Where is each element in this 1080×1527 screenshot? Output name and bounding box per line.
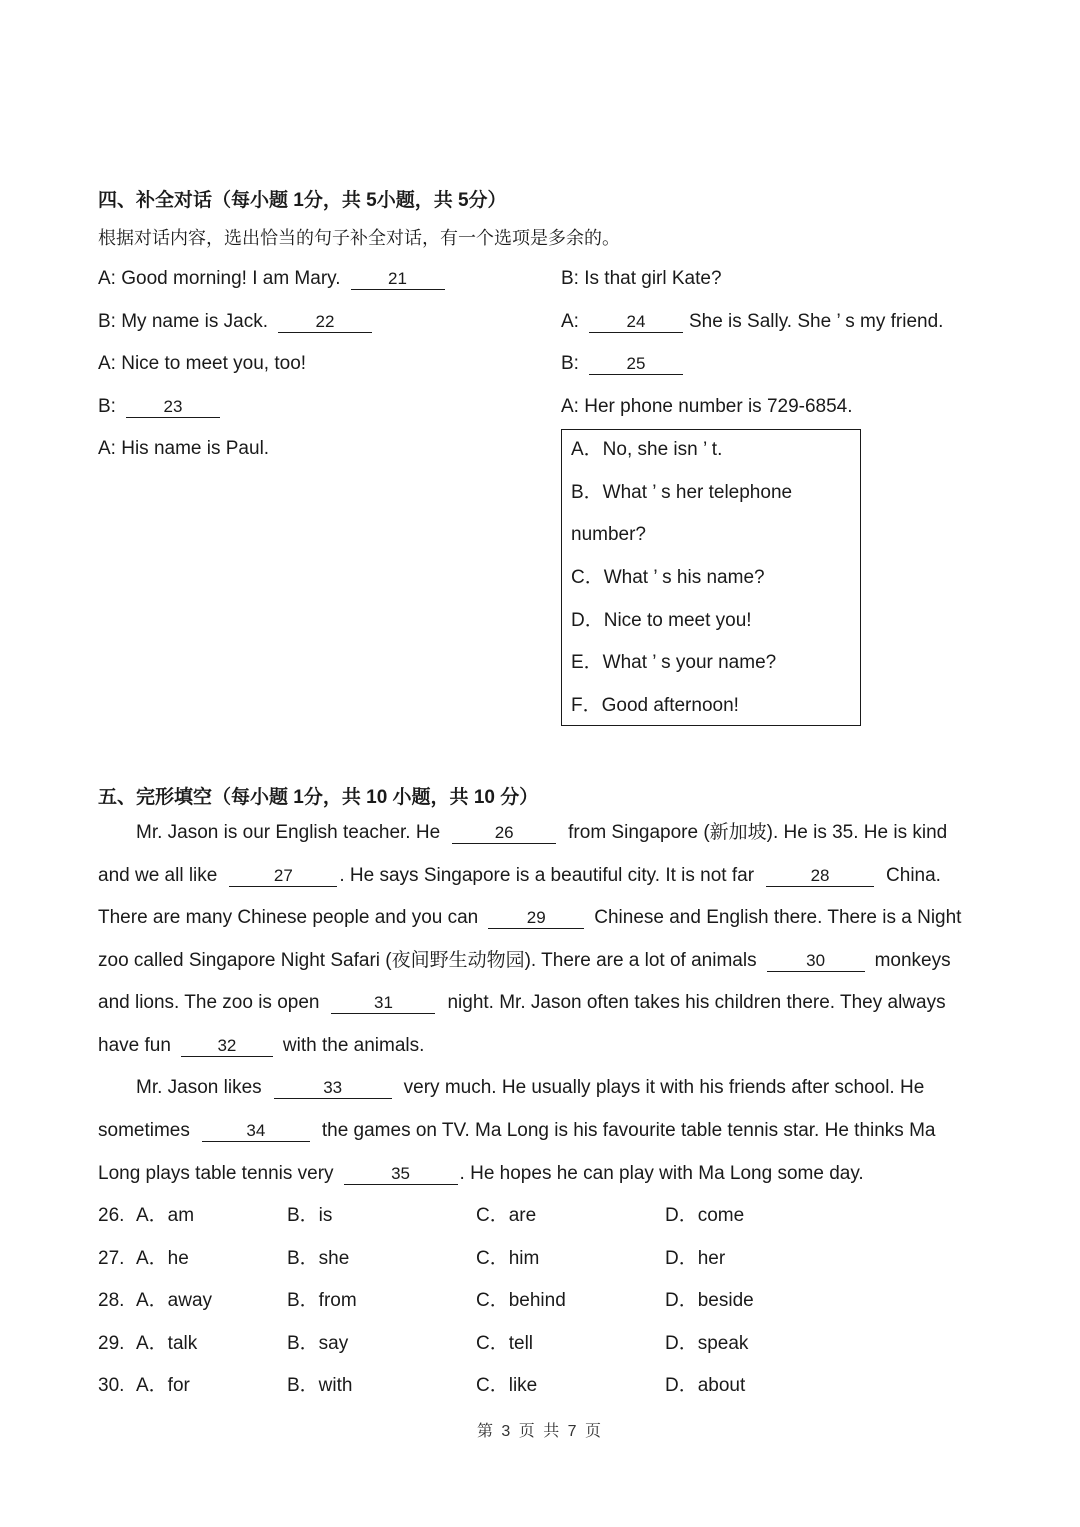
- passage-text: from Singapore (新加坡). He is 35. He is kind: [568, 822, 948, 843]
- passage-text: monkeys: [874, 950, 951, 971]
- passage-text: night. Mr. Jason often takes his children there. They always: [447, 992, 946, 1013]
- option-a: A．No, she isn ’ t.: [571, 439, 723, 460]
- question-number: 29.: [98, 1333, 125, 1354]
- option-f: F．Good afternoon!: [571, 695, 739, 716]
- answer-blank[interactable]: 34: [202, 1121, 310, 1142]
- choice-b[interactable]: B．is: [287, 1205, 333, 1226]
- answer-blank[interactable]: 22: [278, 312, 372, 333]
- passage-line: [136, 1076, 984, 1100]
- dialogue-text: B:: [561, 353, 579, 374]
- options-box: [561, 429, 861, 726]
- dialogue-right-line: [561, 310, 943, 334]
- choice-d[interactable]: D．speak: [665, 1333, 749, 1354]
- dialogue-left-line: [98, 352, 306, 376]
- choice-c[interactable]: C．behind: [476, 1290, 566, 1311]
- passage-text: . He says Singapore is a beautiful city. It is not far: [339, 865, 755, 886]
- passage-line: [98, 1034, 984, 1058]
- dialogue-text: B:: [98, 396, 116, 417]
- choice-b[interactable]: B．with: [287, 1375, 353, 1396]
- passage-text: China.: [886, 865, 941, 886]
- passage-text: and we all like: [98, 865, 218, 886]
- passage-line: [98, 1162, 984, 1186]
- dialogue-left-line: [98, 310, 378, 334]
- question-number: 26.: [98, 1205, 125, 1226]
- answer-blank[interactable]: 32: [181, 1036, 273, 1057]
- choice-a[interactable]: A．away: [136, 1290, 213, 1311]
- choice-c[interactable]: C．tell: [476, 1333, 534, 1354]
- choice-b[interactable]: B．from: [287, 1290, 357, 1311]
- section5-heading: 五、完形填空（每小题 1分，共 10 小题，共 10 分）: [98, 787, 539, 808]
- answer-blank[interactable]: 21: [351, 269, 445, 290]
- section4-instruction: 根据对话内容，选出恰当的句子补全对话，有一个选项是多余的。: [98, 228, 620, 248]
- answer-blank[interactable]: 24: [589, 312, 683, 333]
- dialogue-right-line: [561, 395, 853, 419]
- choice-c[interactable]: C．him: [476, 1248, 540, 1269]
- question-row: [98, 1289, 984, 1313]
- question-number: 28.: [98, 1290, 125, 1311]
- passage-text: very much. He usually plays it with his friends after school. He: [403, 1077, 925, 1098]
- question-row: [98, 1374, 984, 1398]
- answer-blank[interactable]: 27: [229, 866, 337, 887]
- passage-text: Long plays table tennis very: [98, 1163, 334, 1184]
- question-row: [98, 1204, 984, 1228]
- passage-line: [98, 864, 984, 888]
- question-number: 27.: [98, 1248, 125, 1269]
- passage-text: have fun: [98, 1035, 171, 1056]
- passage-text: zoo called Singapore Night Safari (夜间野生动物园). There are a lot of animals: [98, 950, 757, 971]
- choice-b[interactable]: B．say: [287, 1333, 349, 1354]
- passage-text: Mr. Jason is our English teacher. He: [136, 822, 441, 843]
- dialogue-left-line: [98, 395, 226, 419]
- section4-heading: 四、补全对话（每小题 1分，共 5小题，共 5分）: [98, 190, 507, 211]
- passage-line: [98, 1119, 984, 1143]
- answer-blank[interactable]: 25: [589, 354, 683, 375]
- answer-blank[interactable]: 28: [766, 866, 874, 887]
- passage-text: . He hopes he can play with Ma Long some day.: [459, 1163, 864, 1184]
- dialogue-text: B: Is that girl Kate?: [561, 268, 722, 289]
- dialogue-right-line: [561, 267, 722, 291]
- passage-text: with the animals.: [282, 1035, 425, 1056]
- passage-text: Mr. Jason likes: [136, 1077, 262, 1098]
- dialogue-text: A: Good morning! I am Mary.: [98, 268, 341, 289]
- page-footer: 第 3 页 共 7 页: [476, 1423, 604, 1440]
- passage-text: Chinese and English there. There is a Night: [594, 907, 962, 928]
- dialogue-left-line: [98, 437, 269, 461]
- dialogue-text: A: Nice to meet you, too!: [98, 353, 307, 374]
- question-row: [98, 1332, 984, 1356]
- choice-d[interactable]: D．beside: [665, 1290, 754, 1311]
- passage-line: [98, 991, 984, 1015]
- answer-blank[interactable]: 35: [344, 1164, 458, 1185]
- dialogue-left-line: [98, 267, 451, 291]
- choice-d[interactable]: D．her: [665, 1248, 726, 1269]
- dialogue-text: A:: [561, 311, 579, 332]
- passage-text: and lions. The zoo is open: [98, 992, 320, 1013]
- choice-a[interactable]: A．talk: [136, 1333, 198, 1354]
- choice-d[interactable]: D．come: [665, 1205, 745, 1226]
- choice-a[interactable]: A．for: [136, 1375, 190, 1396]
- option-e: E．What ’ s your name?: [571, 652, 777, 673]
- answer-blank[interactable]: 26: [452, 823, 556, 844]
- choice-a[interactable]: A．he: [136, 1248, 189, 1269]
- option-d: D．Nice to meet you!: [571, 610, 752, 631]
- answer-blank[interactable]: 23: [126, 397, 220, 418]
- option-c: C．What ’ s his name?: [571, 567, 765, 588]
- dialogue-text: A: His name is Paul.: [98, 438, 270, 459]
- choice-c[interactable]: C．like: [476, 1375, 538, 1396]
- answer-blank[interactable]: 30: [767, 951, 865, 972]
- passage-text: the games on TV. Ma Long is his favourite table tennis star. He thinks Ma: [321, 1120, 936, 1141]
- choice-c[interactable]: C．are: [476, 1205, 537, 1226]
- question-row: [98, 1247, 984, 1271]
- passage-text: There are many Chinese people and you can: [98, 907, 479, 928]
- passage-line: [98, 949, 984, 973]
- passage-text: sometimes: [98, 1120, 190, 1141]
- option-b: B．What ’ s her telephone: [571, 482, 793, 503]
- choice-a[interactable]: A．am: [136, 1205, 195, 1226]
- dialogue-text: A: Her phone number is 729-6854.: [561, 396, 853, 417]
- dialogue-text: She is Sally. She ’ s my friend.: [688, 311, 944, 332]
- dialogue-right-line: [561, 352, 689, 376]
- question-number: 30.: [98, 1375, 125, 1396]
- option-b-cont: number?: [571, 524, 646, 545]
- choice-d[interactable]: D．about: [665, 1375, 746, 1396]
- passage-line: [136, 821, 984, 845]
- passage-line: [98, 906, 984, 930]
- answer-blank[interactable]: 33: [274, 1078, 392, 1099]
- dialogue-text: B: My name is Jack.: [98, 311, 268, 332]
- answer-blank[interactable]: 31: [331, 993, 435, 1014]
- answer-blank[interactable]: 29: [488, 908, 584, 929]
- choice-b[interactable]: B．she: [287, 1248, 350, 1269]
